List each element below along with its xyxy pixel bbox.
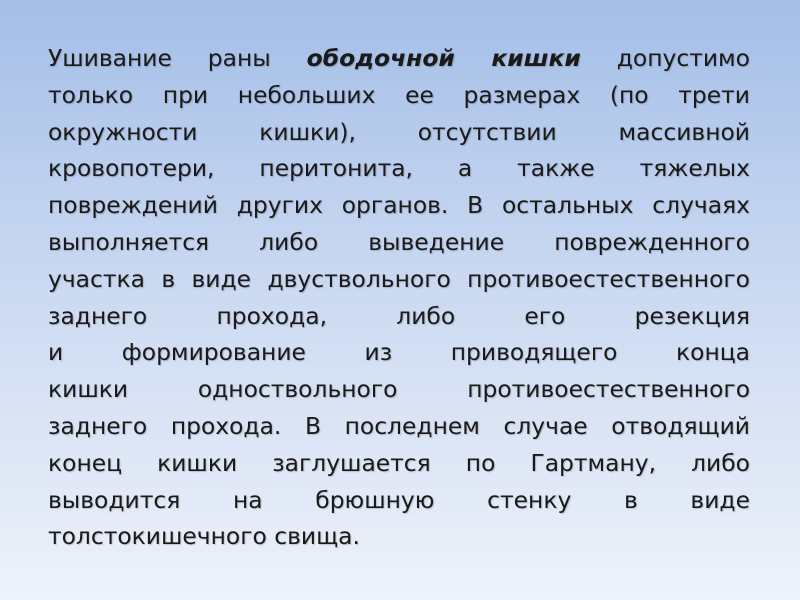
text-line: участка в виде двуствольного противоестественного xyxy=(48,264,750,293)
text-line: толстокишечного свища. xyxy=(48,522,360,551)
text-line: и формирование из приводящего конца xyxy=(48,338,750,367)
text-line: выводится на брюшную стенку в виде xyxy=(48,485,750,514)
text-line: кишки одноствольного противоестественного xyxy=(48,375,750,404)
text-line xyxy=(48,40,750,77)
text-segment: допустимо xyxy=(580,44,750,72)
text-line: кровопотери, перитонита, а также тяжелых xyxy=(48,154,750,183)
text-line: заднего прохода. В последнем случае отводящий xyxy=(48,411,750,440)
text-segment: Ушивание раны xyxy=(48,44,307,72)
text-line: выполняется либо выведение поврежденного xyxy=(48,227,750,256)
text-line: окружности кишки), отсутствии массивной xyxy=(48,117,750,146)
text-line: повреждений других органов. В остальных случаях xyxy=(48,191,750,220)
slide-text-body xyxy=(48,40,750,555)
text-line: конец кишки заглушается по Гартману, либо xyxy=(48,448,750,477)
emphasized-term: ободочной кишки xyxy=(306,44,581,72)
text-line: заднего прохода, либо его резекция xyxy=(48,301,750,330)
text-line: только при небольших ее размерах (по трети xyxy=(48,80,750,109)
